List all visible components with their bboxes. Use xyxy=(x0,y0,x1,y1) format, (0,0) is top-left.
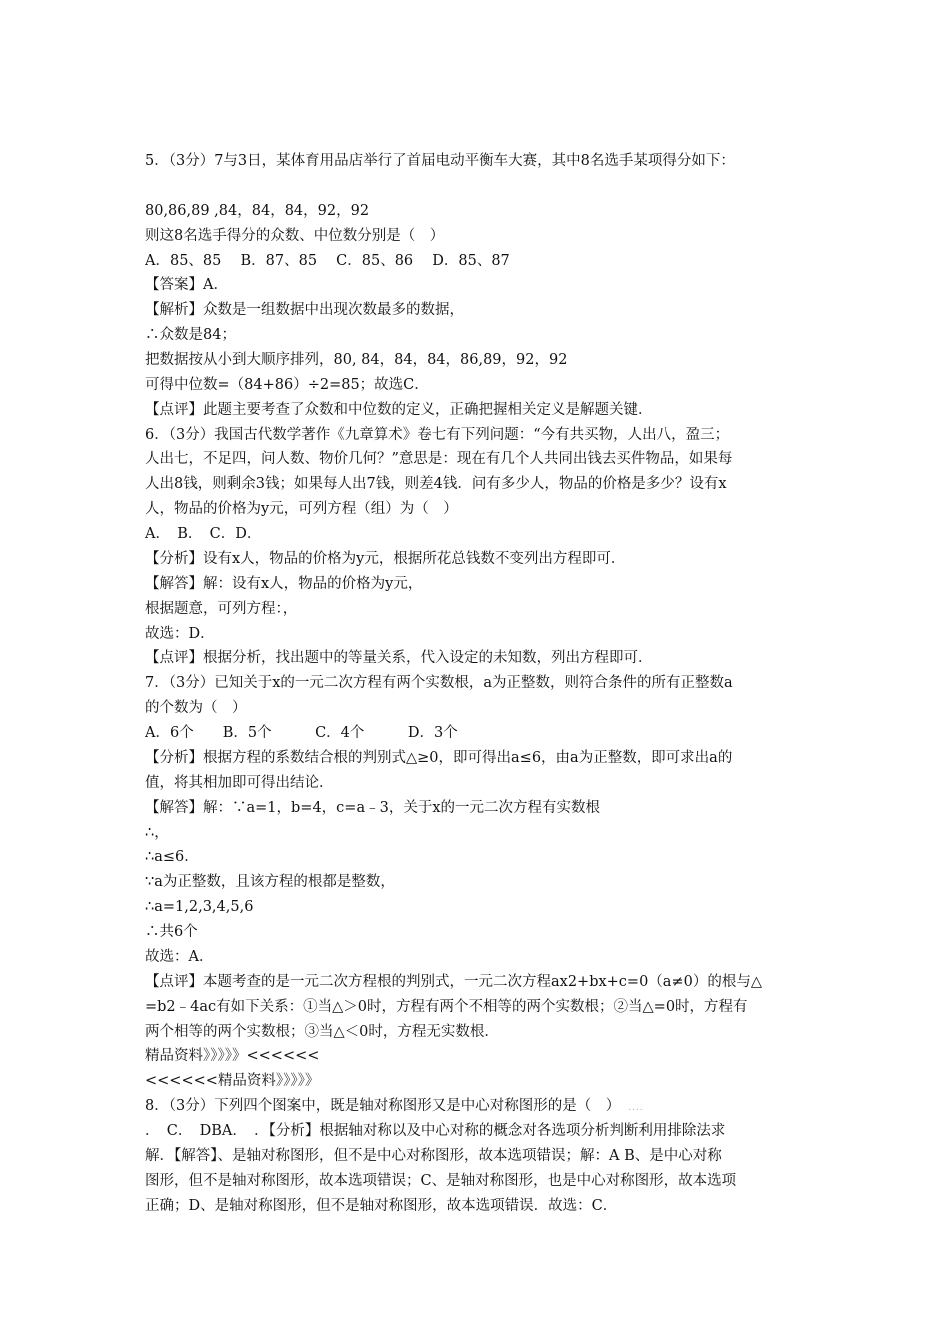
text-line: 【点评】根据分析，找出题中的等量关系，代入设定的未知数，列出方程即可． xyxy=(145,650,653,666)
text-line: 6．（3分）我国古代数学著作《九章算术》卷七有下列问题：“今有共买物，人出八，盈三； xyxy=(145,427,730,443)
text-line: 则这8名选手得分的众数、中位数分别是（ ） xyxy=(145,228,445,244)
text-line: 两个相等的两个实数根；③当△＜0时，方程无实数根． xyxy=(145,1024,499,1040)
text-line: 【点评】此题主要考查了众数和中位数的定义，正确把握相关定义是解题关键． xyxy=(145,402,653,418)
text-line xyxy=(145,1096,825,1118)
text-line: 80,86,89 ,84，84，84，92，92 xyxy=(145,203,370,219)
faint-mark: .... xyxy=(628,1103,644,1113)
text-line: ∴， xyxy=(145,825,169,841)
text-line: ∴共6个 xyxy=(145,924,198,940)
text-line: 精品资料》》》》》<<<<<< xyxy=(145,1048,320,1064)
text-line: ． C． DBA． ．【分析】根据轴对称以及中心对称的概念对各选项分析判断利用排除法求 xyxy=(145,1123,726,1139)
text-line: 把数据按从小到大顺序排列，80, 84，84，84，86,89，92，92 xyxy=(145,352,568,368)
text-line: 5．（3分）7与3日，某体育用品店举行了首届电动平衡车大赛，其中8名选手某项得分如下： xyxy=(145,153,735,169)
text-line: 根据题意，可列方程：， xyxy=(145,601,298,617)
text-line: ∵a为正整数，且该方程的根都是整数， xyxy=(145,874,395,890)
text-line: 值，将其相加即可得出结论． xyxy=(145,775,334,791)
text-line: 【分析】设有x人，物品的价格为y元，根据所花总钱数不变列出方程即可． xyxy=(145,551,626,567)
text-line: 可得中位数=（84+86）÷2=85；故选C． xyxy=(145,377,429,393)
text-line: 【点评】本题考查的是一元二次方程根的判别式，一元二次方程ax2+bx+c=0（a≠0）的根与△ xyxy=(145,974,762,990)
text-line: ∴a≤6． xyxy=(145,849,199,865)
text-line: 7．（3分）已知关于x的一元二次方程有两个实数根，a为正整数，则符合条件的所有正整数a xyxy=(145,675,733,691)
text-line: 人，物品的价格为y元，可列方程（组）为（ ） xyxy=(145,501,458,517)
text-line: 人出8钱，则剩余3钱；如果每人出7钱，则差4钱．问有多少人，物品的价格是多少？设有x xyxy=(145,476,727,492)
text-line: 的个数为（ ） xyxy=(145,700,247,716)
text-line-content: 8．（3分）下列四个图案中，既是轴对称图形又是中心对称图形的是（ ） xyxy=(145,1098,621,1114)
text-line: ∴众数是84； xyxy=(145,327,236,343)
text-line: 【解答】解：∵a=1，b=4，c=a﹣3，关于x的一元二次方程有实数根 xyxy=(145,800,600,816)
text-line: ∴a=1,2,3,4,5,6 xyxy=(145,899,254,915)
text-line: A．85、85 B．87、85 C．85、86 D．85、87 xyxy=(145,253,510,269)
text-line: A． B． C．D． xyxy=(145,526,262,542)
text-line: 人出七，不足四，问人数、物价几何？”意思是：现在有几个人共同出钱去买件物品，如果每 xyxy=(145,451,733,467)
text-line: 图形，但不是轴对称图形，故本选项错误；C、是轴对称图形，也是中心对称图形，故本选项 xyxy=(145,1173,737,1189)
text-line: 【分析】根据方程的系数结合根的判别式△≥0，即可得出a≤6，由a为正整数，即可求出a的 xyxy=(145,750,733,766)
text-line: 【解答】解：设有x人，物品的价格为y元， xyxy=(145,576,423,592)
text-line: <<<<<<精品资料》》》》》 xyxy=(145,1073,320,1089)
text-line: =b2﹣4ac有如下关系：①当△＞0时，方程有两个不相等的两个实数根；②当△=0时，方程有 xyxy=(145,999,748,1015)
text-line: 故选：A． xyxy=(145,949,214,965)
text-line: 【解析】众数是一组数据中出现次数最多的数据， xyxy=(145,302,464,318)
text-line: 故选：D． xyxy=(145,626,215,642)
text-line: 解．【解答】、是轴对称图形，但不是中心对称图形，故本选项错误；解：A B、是中心对称 xyxy=(145,1148,722,1164)
text-line: 正确；D、是轴对称图形，但不是轴对称图形，故本选项错误．故选：C． xyxy=(145,1198,618,1214)
text-line: A．6个 B．5个 C．4个 D．3个 xyxy=(145,725,458,741)
text-line: 【答案】A． xyxy=(145,277,228,293)
